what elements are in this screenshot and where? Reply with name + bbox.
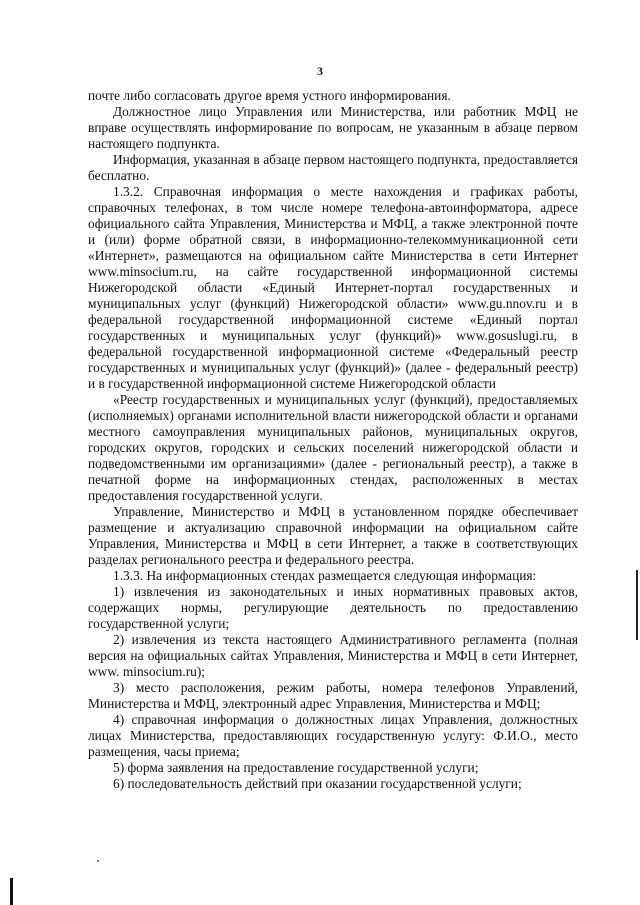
scan-edge-mark xyxy=(636,570,638,640)
list-item-6: 6) последовательность действий при оказании государственной услуги; xyxy=(113,776,522,791)
paragraph-regional-registry: «Реестр государственных и муниципальных услуг (функций), предоставляемых (исполняемых) органами исполнительной власти нижегородской области и органами местного самоуправления муниципальных районов, муниципальных округов, городских округов, городских и сельских поселений нижегородской области и подведомственными им организациями» (далее - региональный реестр), а также в печатной форме на информационных стендах, расположенных в местах предоставления государственной услуги. xyxy=(88,392,578,503)
scan-speck xyxy=(97,860,99,862)
scan-binding-mark xyxy=(10,878,13,905)
document-body xyxy=(88,88,578,792)
paragraph-1-3-2: 1.3.2. Справочная информация о месте нахождения и графиках работы, справочных телефонах, в том числе номере телефона-автоинформатора, адресе официального сайта Управления, Министерства и МФЦ, а также электронной почте и (или) форме обратной связи, в информационно-телекоммуникационной сети «Интернет», размещаются на официальном сайте Министерства в сети Интернет www.minsocium.ru, на сайте государственной информационной системы Нижегородской области «Единый Интернет-портал государственных и муниципальных услуг (функций) Нижегородской области» www.gu.nnov.ru и в федеральной государственной информационной системе «Единый портал государственных и муниципальных услуг (функций)» www.gosuslugi.ru, в федеральной государственной информационной системе «Федеральный реестр государственных и муниципальных услуг (функций)» (далее - федеральный реестр) и в государственной информационной системе Нижегородской области xyxy=(88,184,578,391)
list-item-3: 3) место расположения, режим работы, номера телефонов Управлений, Министерства и МФЦ, электронный адрес Управления, Министерства и МФЦ; xyxy=(88,680,578,711)
list-item-2: 2) извлечения из текста настоящего Административного регламента (полная версия на официальных сайтах Управления, Министерства и МФЦ в сети Интернет, www. minsocium.ru); xyxy=(88,632,578,679)
paragraph-1-3-3: 1.3.3. На информационных стендах размещается следующая информация: xyxy=(113,568,537,583)
paragraph-info-placement: Управление, Министерство и МФЦ в установленном порядке обеспечивает размещение и актуализацию справочной информации на официальном сайте Управления, Министерства и МФЦ в сети Интернет, а также в соответствующих разделах регионального реестра и федерального реестра. xyxy=(88,504,578,567)
list-item-1: 1) извлечения из законодательных и иных нормативных правовых актов, содержащих нормы, регулирующие деятельность по предоставлению государственной услуги; xyxy=(88,584,578,631)
paragraph-free-information: Информация, указанная в абзаце первом настоящего подпункта, предоставляется бесплатно. xyxy=(88,152,578,183)
paragraph-official-restriction: Должностное лицо Управления или Министерства, или работник МФЦ не вправе осуществлять информирование по вопросам, не указанным в абзаце первом настоящего подпункта. xyxy=(88,104,578,151)
list-item-4: 4) справочная информация о должностных лицах Управления, должностных лицах Министерства, предоставляющих государственную услугу: Ф.И.О., место размещения, часы приема; xyxy=(88,712,578,759)
page-number: 3 xyxy=(317,64,323,78)
paragraph-continuation: почте либо согласовать другое время устного информирования. xyxy=(88,88,451,103)
list-item-5: 5) форма заявления на предоставление государственной услуги; xyxy=(113,760,479,775)
